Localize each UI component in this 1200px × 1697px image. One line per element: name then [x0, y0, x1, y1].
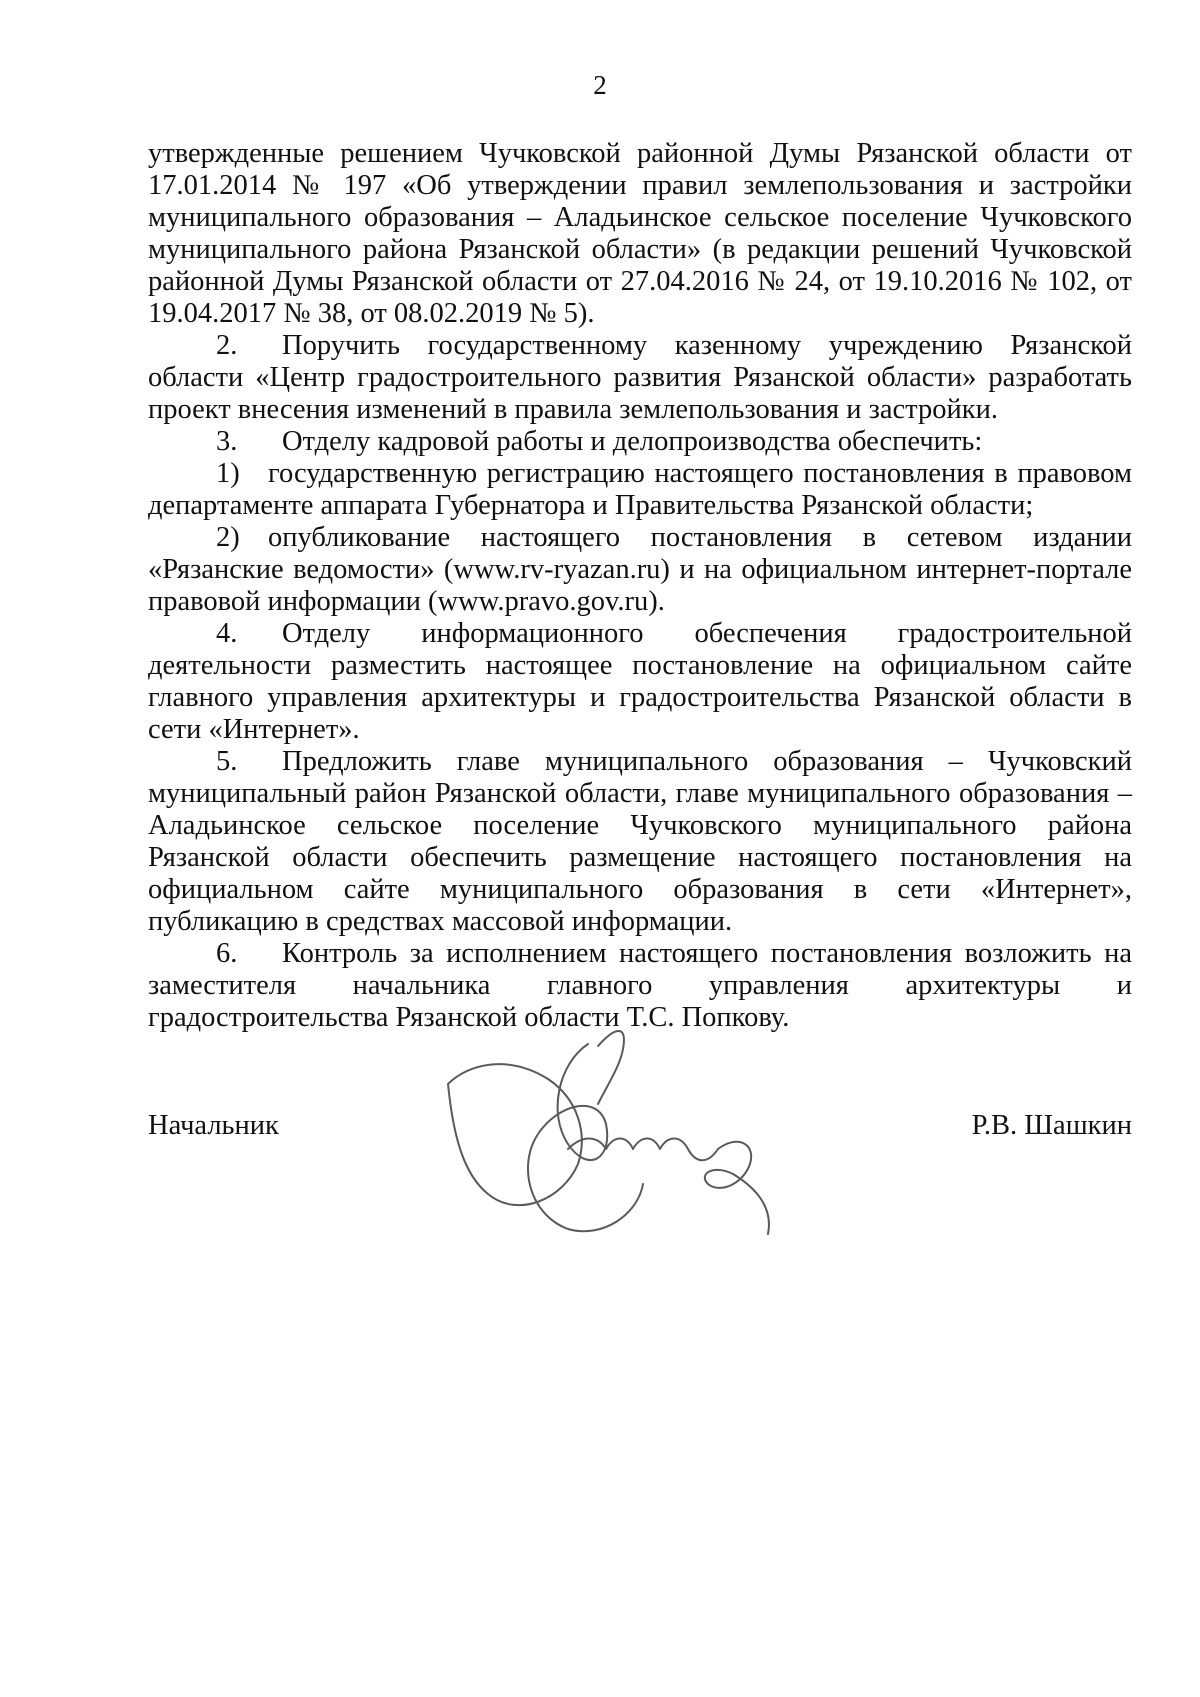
paragraph-text: государственную регистрацию настоящего постановления в правовом департаменте аппарата Губернатора и Правительства Рязанской области; — [148, 458, 1132, 521]
signatory-position: Начальник — [148, 1110, 279, 1141]
paragraph-item-6 — [148, 938, 1132, 1034]
paragraph-item-5 — [148, 746, 1132, 938]
paragraph-continuation — [148, 138, 1132, 330]
paragraph-item-4 — [148, 618, 1132, 746]
paragraph-number: 5. — [216, 746, 238, 777]
paragraph-text: Предложить главе муниципального образования – Чучковский муниципальный район Рязанской области, главе муниципального образования – Аладьинское сельское поселение Чучковского муниципального района Рязанской области обеспечить размещение настоящего постановления на официальном сайте муниципального образования в сети «Интернет», публикацию в средствах массовой информации. — [148, 746, 1132, 937]
handwritten-signature-icon — [438, 1024, 798, 1254]
paragraph-text: Отделу информационного обеспечения градостроительной деятельности разместить настоящее постановление на официальном сайте главного управления архитектуры и градостроительства Рязанской области в сети «Интернет». — [148, 618, 1132, 745]
paragraph-number: 4. — [216, 618, 238, 649]
paragraph-text: опубликование настоящего постановления в сетевом издании «Рязанские ведомости» (www.rv-ryazan.ru) и на официальном интернет-портале правовой информации (www.pravo.gov.ru). — [148, 522, 1132, 617]
paragraph-number: 2. — [216, 330, 238, 361]
paragraph-text: утвержденные решением Чучковской районной Думы Рязанской области от 17.01.2014 № 197 «Об утверждении правил землепользования и застройки муниципального образования – Аладьинское сельское поселение Чучковского муниципального района Рязанской области» (в редакции решений Чучковской районной Думы Рязанской области от 27.04.2016 № 24, от 19.10.2016 № 102, от 19.04.2017 № 38, от 08.02.2019 № 5). — [148, 138, 1132, 329]
signatory-name: Р.В. Шашкин — [971, 1110, 1132, 1141]
paragraph-subitem-1 — [148, 458, 1132, 522]
paragraph-text: Отделу кадровой работы и делопроизводства обеспечить: — [282, 426, 983, 457]
document-body — [148, 138, 1132, 1034]
paragraph-item-3 — [148, 426, 1132, 458]
signature-block — [148, 1110, 1132, 1250]
paragraph-number: 1) — [216, 458, 240, 489]
paragraph-text: Поручить государственному казенному учреждению Рязанской области «Центр градостроительного развития Рязанской области» разработать проект внесения изменений в правила землепользования и застройки. — [148, 330, 1132, 425]
paragraph-number: 2) — [216, 522, 240, 553]
paragraph-subitem-2 — [148, 522, 1132, 618]
paragraph-number: 3. — [216, 426, 238, 457]
paragraph-item-2 — [148, 330, 1132, 426]
paragraph-text: Контроль за исполнением настоящего постановления возложить на заместителя начальника главного управления архитектуры и градостроительства Рязанской области Т.С. Попкову. — [148, 938, 1132, 1033]
page-number: 2 — [593, 70, 607, 100]
paragraph-number: 6. — [216, 938, 238, 969]
